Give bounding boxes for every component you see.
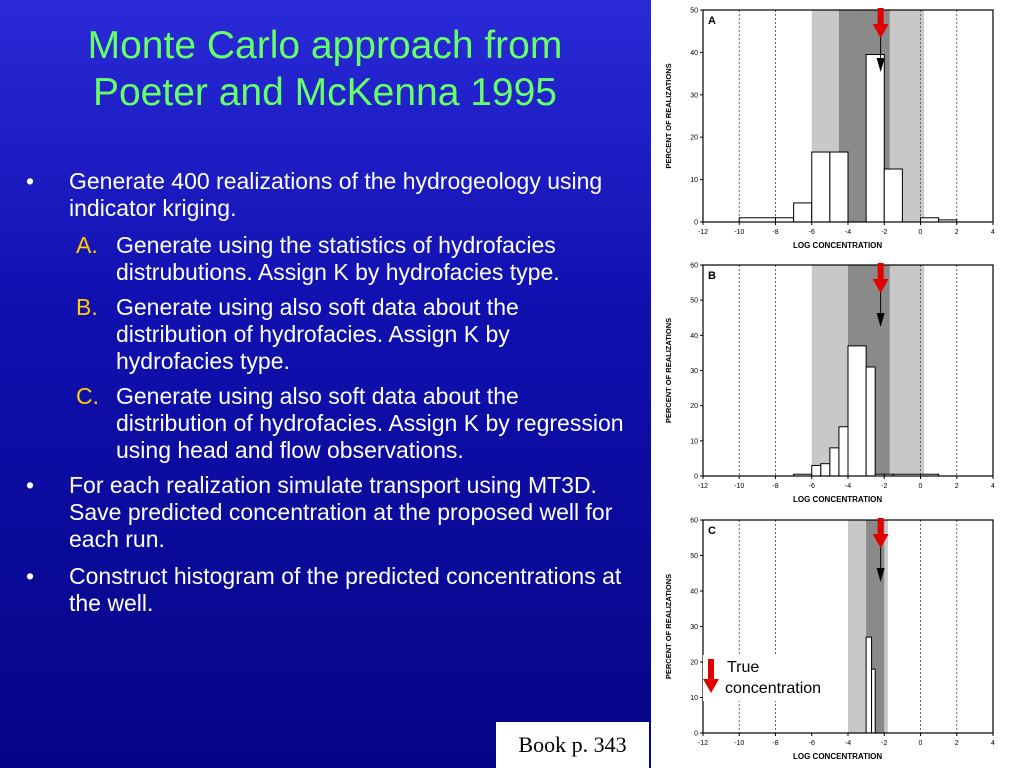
y-tick-label: 20 <box>690 659 698 667</box>
x-tick-label: 0 <box>918 740 923 747</box>
y-tick-label: 0 <box>694 730 698 738</box>
y-tick-label: 0 <box>694 473 698 481</box>
sub-bullet-item <box>76 383 626 464</box>
x-tick-label: 2 <box>954 229 959 236</box>
x-tick-label: -2 <box>881 483 888 490</box>
bullet-marker: • <box>26 472 35 498</box>
bullet-text: Generate using also soft data about the distribution of hydrofacies. Assign K by regression using head and flow observations. <box>116 383 624 463</box>
bullet-item <box>26 472 626 553</box>
x-tick-label: 2 <box>954 740 959 747</box>
book-reference: Book p. 343 <box>496 722 649 768</box>
histogram-bar <box>866 367 875 476</box>
histogram-bar <box>866 55 884 222</box>
histogram-panels <box>651 0 1024 768</box>
legend-arrow-icon <box>703 655 725 701</box>
histogram-bar <box>830 152 848 222</box>
y-tick-label: 10 <box>690 177 698 185</box>
bullet-item <box>26 168 626 222</box>
histogram-bar <box>872 669 876 733</box>
histogram-bar <box>794 203 812 222</box>
histogram-bar <box>839 427 848 476</box>
x-tick-label: -8 <box>772 229 779 236</box>
x-tick-label: -8 <box>772 483 779 490</box>
bullet-text: Generate using also soft data about the distribution of hydrofacies. Assign K by hydrofacies type. <box>116 294 519 374</box>
histogram-bar <box>739 218 775 222</box>
y-axis-label: PERCENT OF REALIZATIONS <box>664 63 673 169</box>
y-tick-label: 50 <box>690 7 698 15</box>
bullet-marker: • <box>26 168 35 194</box>
title-line-1: Monte Carlo approach from <box>87 24 563 67</box>
x-axis-label: LOG CONCENTRATION <box>793 495 883 504</box>
legend-label-line-2: concentration <box>725 680 822 697</box>
bullet-text: For each realization simulate transport using MT3D. Save predicted concentration at the proposed well for each run. <box>69 472 613 552</box>
x-tick-label: 0 <box>918 229 923 236</box>
y-axis-label: PERCENT OF REALIZATIONS <box>664 317 673 424</box>
y-tick-label: 20 <box>690 403 698 411</box>
panel-label: C <box>708 525 716 537</box>
histogram-bar <box>830 448 839 476</box>
histogram-bar <box>848 346 866 476</box>
x-tick-label: 0 <box>918 483 923 490</box>
x-tick-label: -8 <box>772 740 779 747</box>
bullet-text: Generate using the statistics of hydrofacies distrubutions. Assign K by hydrofacies type. <box>116 232 560 285</box>
x-tick-label: 4 <box>991 740 995 747</box>
bullet-text: Construct histogram of the predicted concentrations at the well. <box>69 563 622 616</box>
x-tick-label: -12 <box>697 483 709 490</box>
true-concentration-arrow <box>878 263 884 281</box>
slide-title <box>0 22 650 116</box>
y-tick-label: 40 <box>690 332 698 340</box>
y-tick-label: 30 <box>690 368 698 375</box>
histogram-bar <box>812 465 821 476</box>
sub-bullet-item <box>76 294 626 375</box>
bullet-item <box>26 563 626 617</box>
true-concentration-arrow <box>878 8 884 26</box>
x-axis-label: LOG CONCENTRATION <box>793 752 883 761</box>
y-tick-label: 30 <box>690 92 698 100</box>
bullet-list <box>26 168 626 627</box>
histogram-bar <box>921 218 939 222</box>
panel-label: A <box>708 15 716 27</box>
y-tick-label: 50 <box>690 297 698 305</box>
y-tick-label: 40 <box>690 588 698 596</box>
x-tick-label: 4 <box>991 483 995 490</box>
x-tick-label: 2 <box>954 483 959 490</box>
y-tick-label: 0 <box>694 219 698 227</box>
y-axis-label: PERCENT OF REALIZATIONS <box>664 573 673 680</box>
y-tick-label: 50 <box>690 553 698 560</box>
bullet-text: Generate 400 realizations of the hydrogeology using indicator kriging. <box>69 168 603 221</box>
y-tick-label: 40 <box>690 49 698 57</box>
histogram-bar <box>821 464 830 476</box>
histogram-bar <box>866 637 871 733</box>
bullet-marker: C. <box>76 383 99 409</box>
bullet-marker: A. <box>76 232 98 258</box>
true-concentration-legend <box>703 655 843 701</box>
x-tick-label: -4 <box>844 740 852 747</box>
x-tick-label: -4 <box>844 229 852 236</box>
x-tick-label: -6 <box>808 483 815 490</box>
x-tick-label: 4 <box>991 229 995 236</box>
histogram-figure <box>651 0 1024 768</box>
sub-bullet-item <box>76 232 626 286</box>
x-tick-label: -12 <box>697 229 709 236</box>
bullet-marker: • <box>26 563 35 589</box>
y-tick-label: 30 <box>690 624 698 631</box>
y-tick-label: 60 <box>690 262 698 270</box>
x-tick-label: -2 <box>881 740 888 747</box>
x-tick-label: -6 <box>808 740 815 747</box>
x-axis-label: LOG CONCENTRATION <box>793 241 883 250</box>
x-tick-label: -10 <box>734 229 745 236</box>
x-tick-label: -10 <box>734 483 745 490</box>
x-tick-label: -2 <box>881 229 888 236</box>
true-concentration-arrow <box>878 518 884 536</box>
x-tick-label: -10 <box>734 740 745 747</box>
histogram-bar <box>812 152 830 222</box>
y-tick-label: 10 <box>690 695 698 702</box>
x-tick-label: -4 <box>844 483 852 490</box>
histogram-bar <box>884 169 902 222</box>
x-tick-label: -12 <box>697 740 709 747</box>
x-tick-label: -6 <box>808 229 815 236</box>
legend-label-line-1: True <box>727 659 760 676</box>
bullet-marker: B. <box>76 294 98 320</box>
y-tick-label: 60 <box>690 517 698 525</box>
y-tick-label: 20 <box>690 134 698 142</box>
histogram-bar <box>776 218 794 222</box>
y-tick-label: 10 <box>690 438 698 446</box>
title-line-2: Poeter and McKenna 1995 <box>92 71 557 114</box>
panel-label: B <box>708 270 716 282</box>
